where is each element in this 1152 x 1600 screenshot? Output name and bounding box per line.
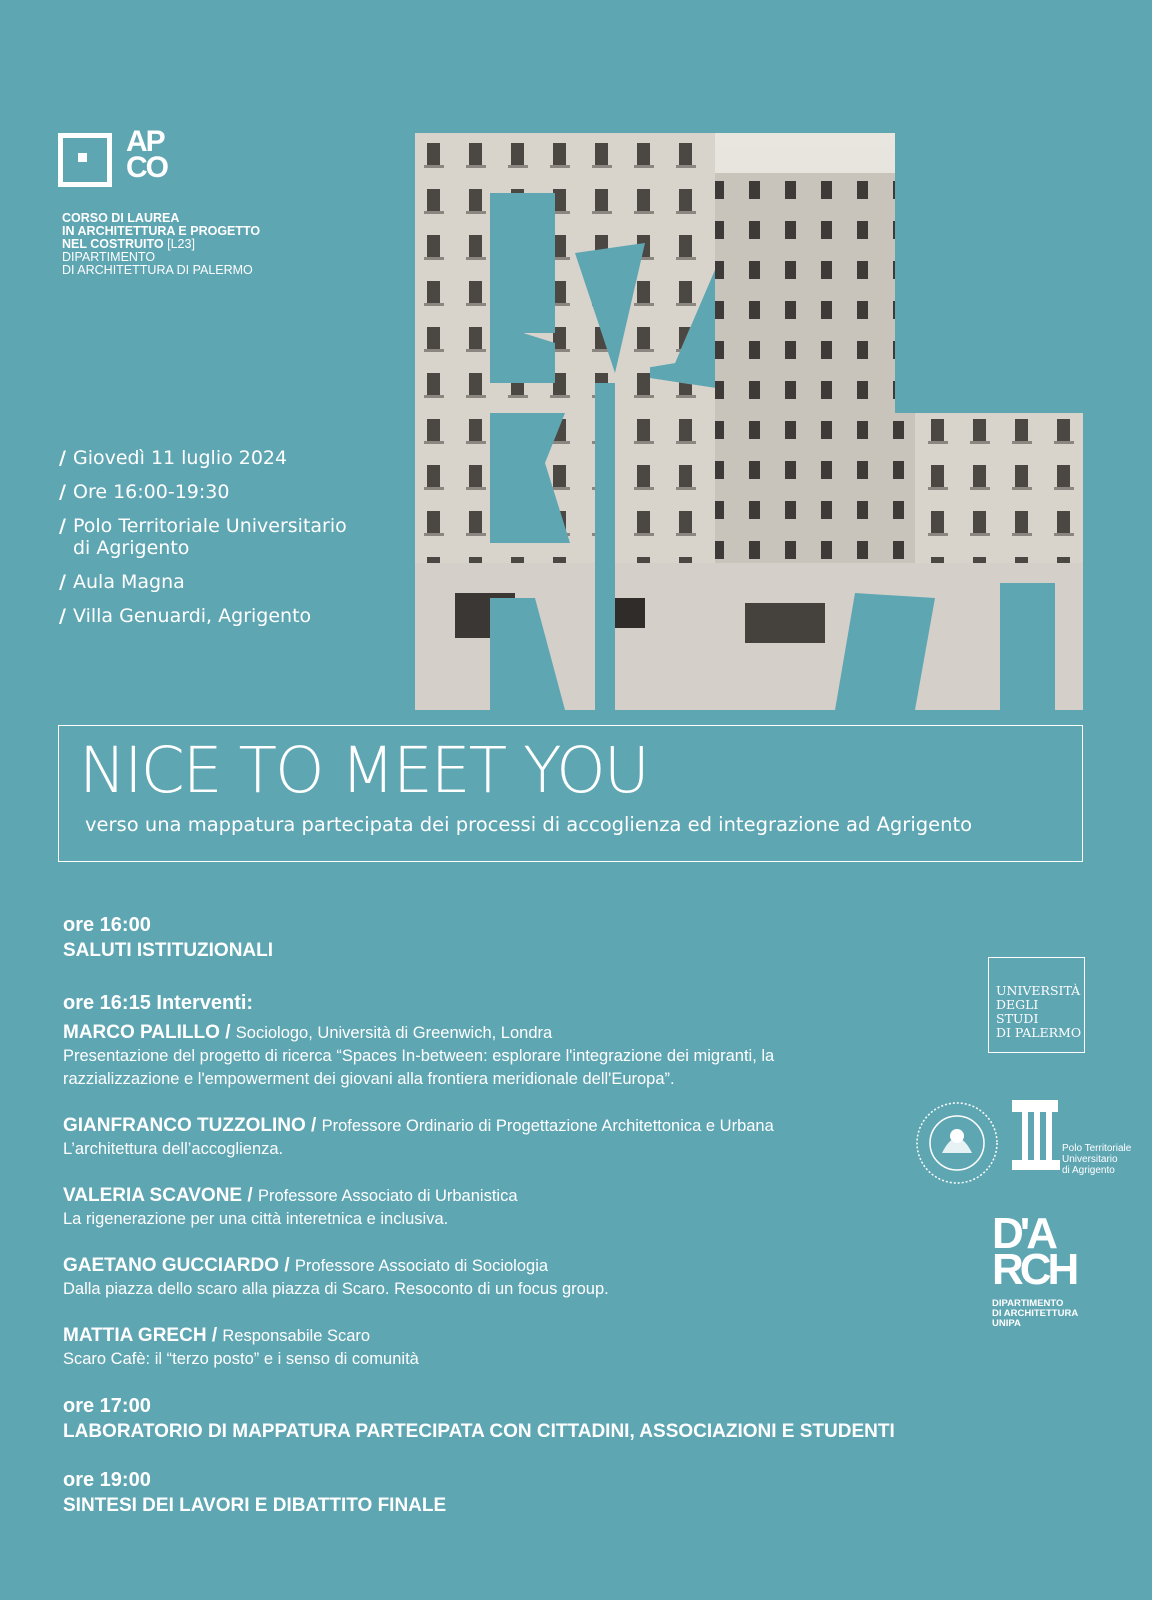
- slash: /: [59, 481, 66, 503]
- session-time: ore 19:00: [63, 1469, 151, 1491]
- detail-time: [59, 481, 353, 503]
- dept-line: DI ARCHITETTURA DI PALERMO: [62, 263, 253, 277]
- talk-title: La rigenerazione per una città interetnica e inclusiva.: [63, 1210, 449, 1228]
- speaker-role: Sociologo, Università di Greenwich, Londra: [235, 1024, 553, 1042]
- darch-logo: [992, 1209, 1082, 1301]
- event-details: [59, 447, 353, 639]
- darch-photo-image: [415, 133, 1083, 710]
- speaker-role: Professore Associato di Urbanistica: [257, 1187, 518, 1205]
- session-time: ore 16:00: [63, 914, 151, 936]
- speaker-role: Responsabile Scaro: [222, 1327, 371, 1345]
- polo-line: di Agrigento: [1062, 1165, 1115, 1176]
- darch-label: [992, 1299, 1078, 1329]
- darch-line: UNIPA: [992, 1318, 1021, 1329]
- program-session: [63, 1393, 913, 1445]
- event-subtitle: verso una mappatura partecipata dei processi di accoglienza ed integrazione ad Agrigento: [85, 813, 973, 836]
- speaker: [63, 1113, 913, 1161]
- unipa-line: DI PALERMO: [996, 1025, 1082, 1040]
- polo-line: Polo Territoriale: [1062, 1143, 1132, 1154]
- program-session: [63, 1467, 913, 1519]
- apco-line2: CO: [126, 151, 167, 184]
- session-title: SALUTI ISTITUZIONALI: [63, 940, 274, 961]
- detail-address: [59, 605, 353, 627]
- darch-mark-line: D'A: [992, 1209, 1055, 1258]
- session-time: ore 17:00: [63, 1395, 151, 1417]
- slash: /: [59, 447, 66, 469]
- speaker-name: GIANFRANCO TUZZOLINO: [63, 1115, 306, 1136]
- detail-text: Aula Magna: [73, 571, 185, 593]
- apco-line1: AP: [126, 125, 164, 158]
- apco-logo: [58, 125, 198, 195]
- speaker-name: MATTIA GRECH: [63, 1325, 207, 1346]
- talk-title: Presentazione del progetto di ricerca “Spaces In-between: esplorare l'integrazione dei migranti, la razzializzazione e l'empowerment dei giovani alla frontiera meridionale dell'Europa”.: [63, 1047, 775, 1088]
- darch-line: DI ARCHITETTURA: [992, 1308, 1079, 1319]
- unipa-line: UNIVERSITÀ: [996, 983, 1081, 998]
- talk-title: Scaro Cafè: il “terzo posto” e i senso di comunità: [63, 1350, 419, 1368]
- detail-room: [59, 571, 353, 593]
- apco-dot-icon: [78, 153, 87, 162]
- detail-text: Villa Genuardi, Agrigento: [73, 605, 312, 627]
- program: [63, 912, 913, 1519]
- course-code: [L23]: [163, 237, 195, 251]
- unipa-logo: [988, 957, 1085, 1053]
- darch-line: DIPARTIMENTO: [992, 1298, 1064, 1309]
- detail-text: Giovedì 11 luglio 2024: [73, 447, 288, 469]
- session-title: SINTESI DEI LAVORI E DIBATTITO FINALE: [63, 1495, 447, 1516]
- speaker-role: Professore Associato di Sociologia: [294, 1257, 549, 1275]
- course-line: CORSO DI LAUREA: [62, 211, 180, 225]
- speaker: [63, 1020, 913, 1091]
- speaker-name: MARCO PALILLO: [63, 1022, 220, 1043]
- speaker-name: GAETANO GUCCIARDO: [63, 1255, 280, 1276]
- detail-date: [59, 447, 353, 469]
- dept-line: DIPARTIMENTO: [62, 250, 156, 264]
- separator: /: [305, 1115, 322, 1136]
- program-session: [63, 990, 913, 1016]
- course-line: IN ARCHITETTURA E PROGETTO: [62, 224, 261, 238]
- event-title: NICE TO MEET YOU: [79, 734, 648, 807]
- slash: /: [59, 571, 66, 593]
- title-box: [58, 725, 1083, 862]
- separator: /: [206, 1325, 223, 1346]
- speaker-role: Professore Ordinario di Progettazione Architettonica e Urbana: [321, 1117, 774, 1135]
- detail-venue: [59, 515, 353, 559]
- talk-title: L’architettura dell’accoglienza.: [63, 1140, 284, 1158]
- session-title: LABORATORIO DI MAPPATURA PARTECIPATA CON CITTADINI, ASSOCIAZIONI E STUDENTI: [63, 1421, 895, 1442]
- unipa-line: DEGLI STUDI: [996, 997, 1039, 1026]
- detail-text: Polo Territoriale Universitario di Agrigento: [73, 515, 347, 559]
- separator: /: [242, 1185, 258, 1206]
- slash: /: [59, 515, 66, 537]
- talk-title: Dalla piazza dello scaro alla piazza di Scaro. Resoconto di un focus group.: [63, 1280, 609, 1298]
- polo-line: Universitario: [1062, 1154, 1118, 1165]
- slash: /: [59, 605, 66, 627]
- detail-text: Ore 16:00-19:30: [73, 481, 230, 503]
- speaker: [63, 1183, 913, 1231]
- course-line: NEL COSTRUITO: [62, 237, 164, 251]
- speaker: [63, 1253, 913, 1301]
- speaker-name: VALERIA SCAVONE: [63, 1185, 243, 1206]
- session-time: ore 16:15 Interventi:: [63, 992, 254, 1014]
- darch-mark-line: RCH: [992, 1245, 1076, 1294]
- apco-wordmark: [126, 125, 167, 184]
- university-seal-icon: [912, 1098, 1002, 1188]
- separator: /: [219, 1022, 236, 1043]
- course-info: [62, 212, 322, 277]
- program-session: [63, 912, 913, 964]
- polo-label: [1062, 1143, 1131, 1176]
- separator: /: [279, 1255, 295, 1276]
- speaker: [63, 1323, 913, 1371]
